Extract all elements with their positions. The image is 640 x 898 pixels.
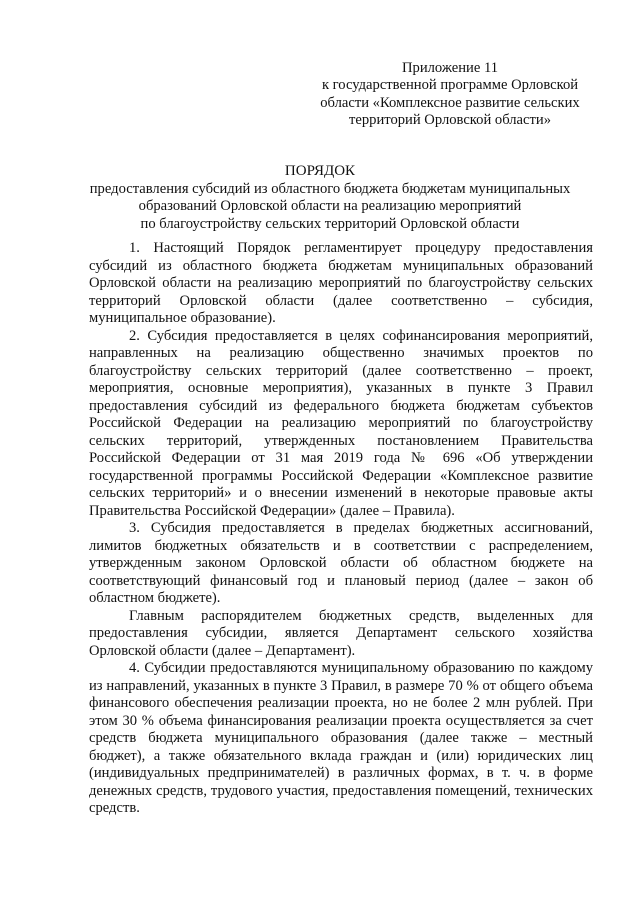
paragraph-3: 3. Субсидия предоставляется в пределах бюджетных ассигнований, лимитов бюджетных обязательств и в соответствии с распределением, утвержденным законом Орловской области об областном бюджете на соответствующий финансовый год и плановый период (далее – закон об областном бюджете).: [89, 520, 593, 606]
subtitle-line: образований Орловской области на реализацию мероприятий: [138, 198, 522, 215]
document-subtitle: [60, 181, 600, 233]
paragraph-3-chief-administrator: Главным распорядителем бюджетных средств, выделенных для предоставления субсидии, является Департамент сельского хозяйства Орловской области (далее – Департамент).: [89, 607, 593, 659]
paragraph-2: 2. Субсидия предоставляется в целях софинансирования мероприятий, направленных на реализацию общественно значимых проектов по благоустройству сельских территорий (далее соответственно – проект, мероприятия, основные мероприятия), указанных в пункте 3 Правил предоставления субсидий из федерального бюджета бюджетам субъектов Российской Федерации на реализацию мероприятий по благоустройству сельских территорий, утвержденных постановлением Правительства Российской Федерации от 31 мая 2019 года № 696 «Об утверждении государственной программы Российской Федерации «Комплексное развитие сельских территорий» и о внесении изменений в некоторые правовые акты Правительства Российской Федерации» (далее – Правила).: [89, 327, 593, 519]
appendix-number: Приложение 11: [401, 60, 499, 76]
appendix-program-line: к государственной программе Орловской: [321, 77, 579, 94]
document-body: [89, 240, 593, 818]
subtitle-line: по благоустройству сельских территорий Орловской области: [140, 215, 520, 232]
document-title: ПОРЯДОК: [284, 163, 356, 179]
paragraph-1: 1. Настоящий Порядок регламентирует процедуру предоставления субсидий из областного бюджета бюджетам муниципальных образований Орловской области на реализацию мероприятий по благоустройству сельских территорий Орловской области (далее соответственно – субсидия, муниципальное образование).: [89, 240, 593, 326]
appendix-program-line: области «Комплексное развитие сельских: [320, 94, 580, 111]
subtitle-line: предоставления субсидий из областного бюджета бюджетам муниципальных: [89, 181, 571, 197]
appendix-header: [300, 60, 600, 130]
paragraph-4: 4. Субсидии предоставляются муниципальному образованию по каждому из направлений, указанных в пункте 3 Правил, в размере 70 % от общего объема финансового обеспечения реализации проекта, но не более 2 млн рублей. При этом 30 % объема финансирования реализации проекта осуществляется за счет средств бюджета муниципального образования (далее также – местный бюджет), а также обязательного вклада граждан и (или) юридических лиц (индивидуальных предпринимателей) в различных формах, в т. ч. в форме денежных средств, трудового участия, предоставления помещений, технических средств.: [89, 660, 593, 816]
appendix-program-line: территорий Орловской области»: [349, 112, 551, 129]
